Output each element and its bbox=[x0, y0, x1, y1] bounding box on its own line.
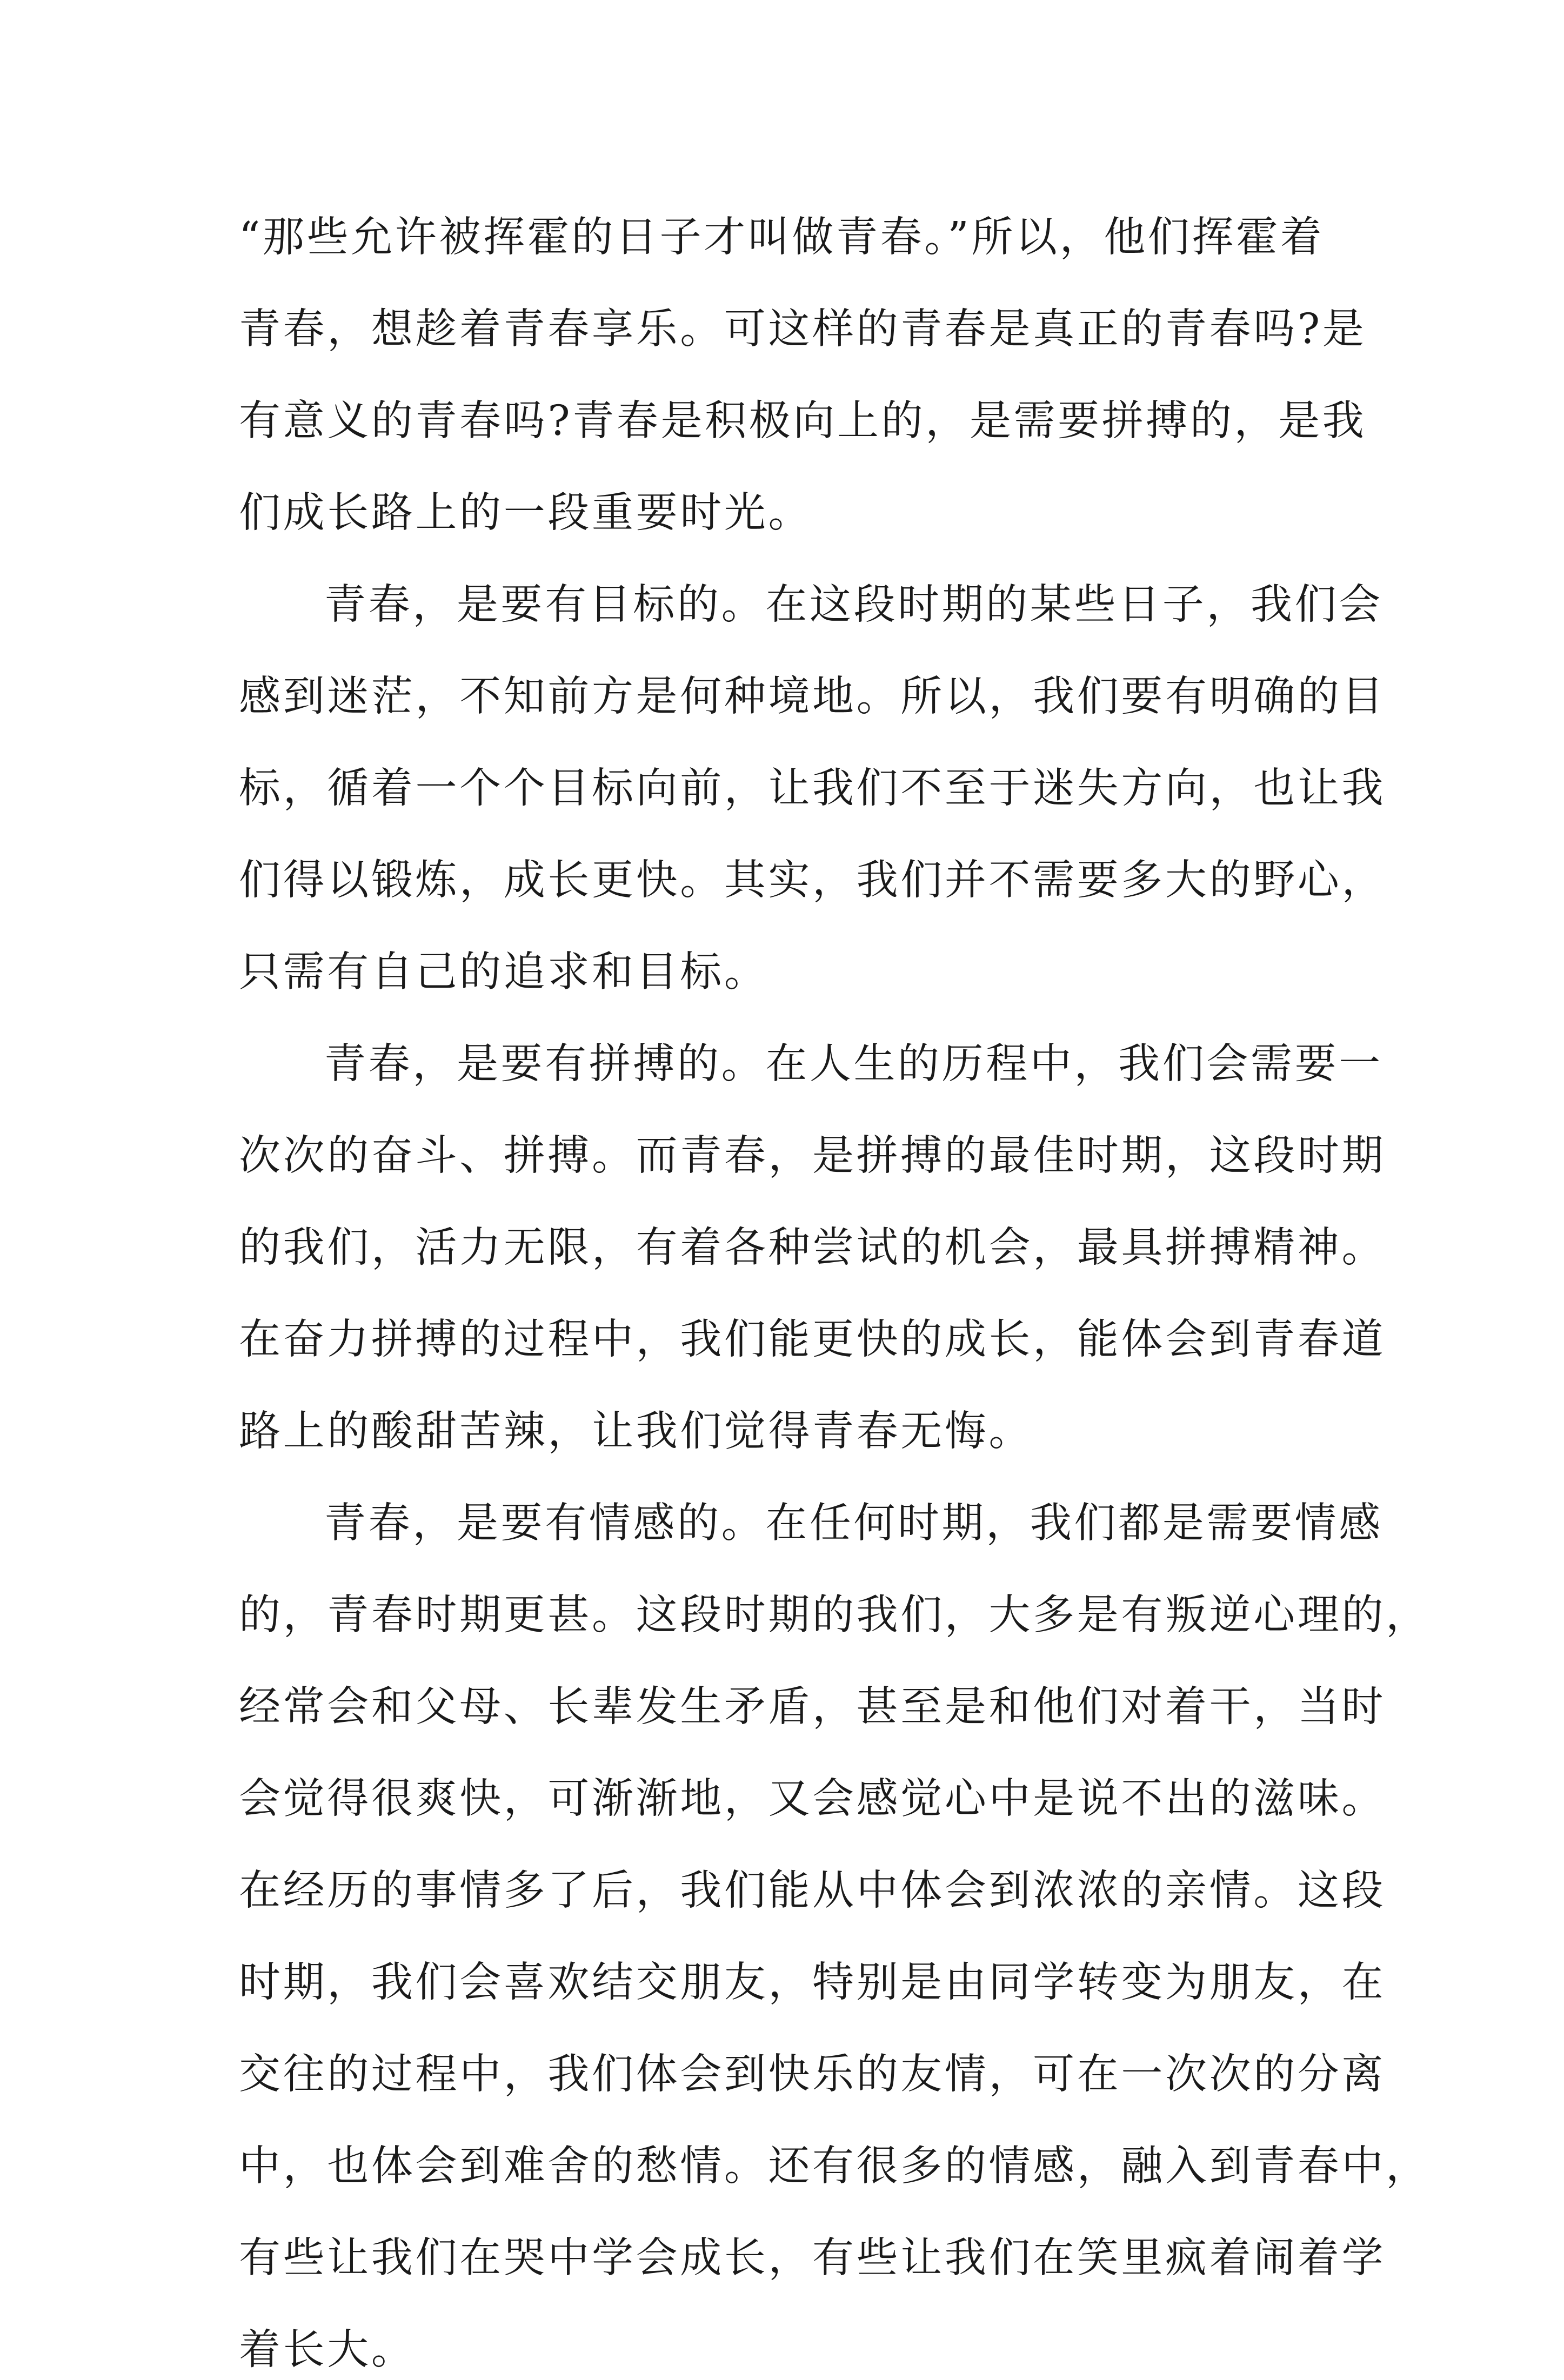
text-line: 交往的过程中，我们体会到快乐的友情，可在一次次的分离 bbox=[239, 2050, 1386, 2099]
text-line: 们得以锻炼，成长更快。其实，我们并不需要多大的野心， bbox=[239, 856, 1386, 904]
text-line: 青春，是要有拼搏的。在人生的历程中，我们会需要一 bbox=[324, 1040, 1383, 1088]
text-line: 们成长路上的一段重要时光。 bbox=[239, 489, 813, 537]
text-line: 青春，是要有目标的。在这段时期的某些日子，我们会 bbox=[324, 581, 1383, 629]
text-line: 中，也体会到难舍的愁情。还有很多的情感，融入到青春中， bbox=[239, 2142, 1430, 2190]
text-line: 有些让我们在哭中学会成长，有些让我们在笑里疯着闹着学 bbox=[239, 2234, 1386, 2282]
text-line: 感到迷茫，不知前方是何种境地。所以，我们要有明确的目 bbox=[239, 673, 1386, 721]
text-line: 在经历的事情多了后，我们能从中体会到浓浓的亲情。这段 bbox=[239, 1867, 1386, 1915]
text-line: 有意义的青春吗?青春是积极向上的，是需要拼搏的，是我 bbox=[239, 397, 1367, 445]
text-line: 的，青春时期更甚。这段时期的我们，大多是有叛逆心理的， bbox=[239, 1591, 1430, 1639]
text-line: 次次的奋斗、拼搏。而青春，是拼搏的最佳时期，这段时期 bbox=[239, 1132, 1386, 1180]
text-line: 青春，想趁着青春享乐。可这样的青春是真正的青春吗?是 bbox=[239, 305, 1367, 353]
text-line: 青春，是要有情感的。在任何时期，我们都是需要情感 bbox=[324, 1499, 1383, 1547]
text-line: 经常会和父母、长辈发生矛盾，甚至是和他们对着干，当时 bbox=[239, 1683, 1386, 1731]
text-line: “那些允许被挥霍的日子才叫做青春。”所以，他们挥霍着 bbox=[239, 213, 1325, 262]
text-line: 会觉得很爽快，可渐渐地，又会感觉心中是说不出的滋味。 bbox=[239, 1775, 1386, 1823]
text-line: 路上的酸甜苦辣，让我们觉得青春无悔。 bbox=[239, 1407, 1033, 1456]
text-line: 标，循着一个个目标向前，让我们不至于迷失方向，也让我 bbox=[239, 765, 1386, 813]
text-line: 在奋力拼搏的过程中，我们能更快的成长，能体会到青春道 bbox=[239, 1316, 1386, 1364]
text-line: 的我们，活力无限，有着各种尝试的机会，最具拼搏精神。 bbox=[239, 1224, 1386, 1272]
text-line: 时期，我们会喜欢结交朋友，特别是由同学转变为朋友，在 bbox=[239, 1959, 1386, 2007]
text-line: 着长大。 bbox=[239, 2326, 416, 2374]
text-line: 只需有自己的追求和目标。 bbox=[239, 948, 768, 996]
